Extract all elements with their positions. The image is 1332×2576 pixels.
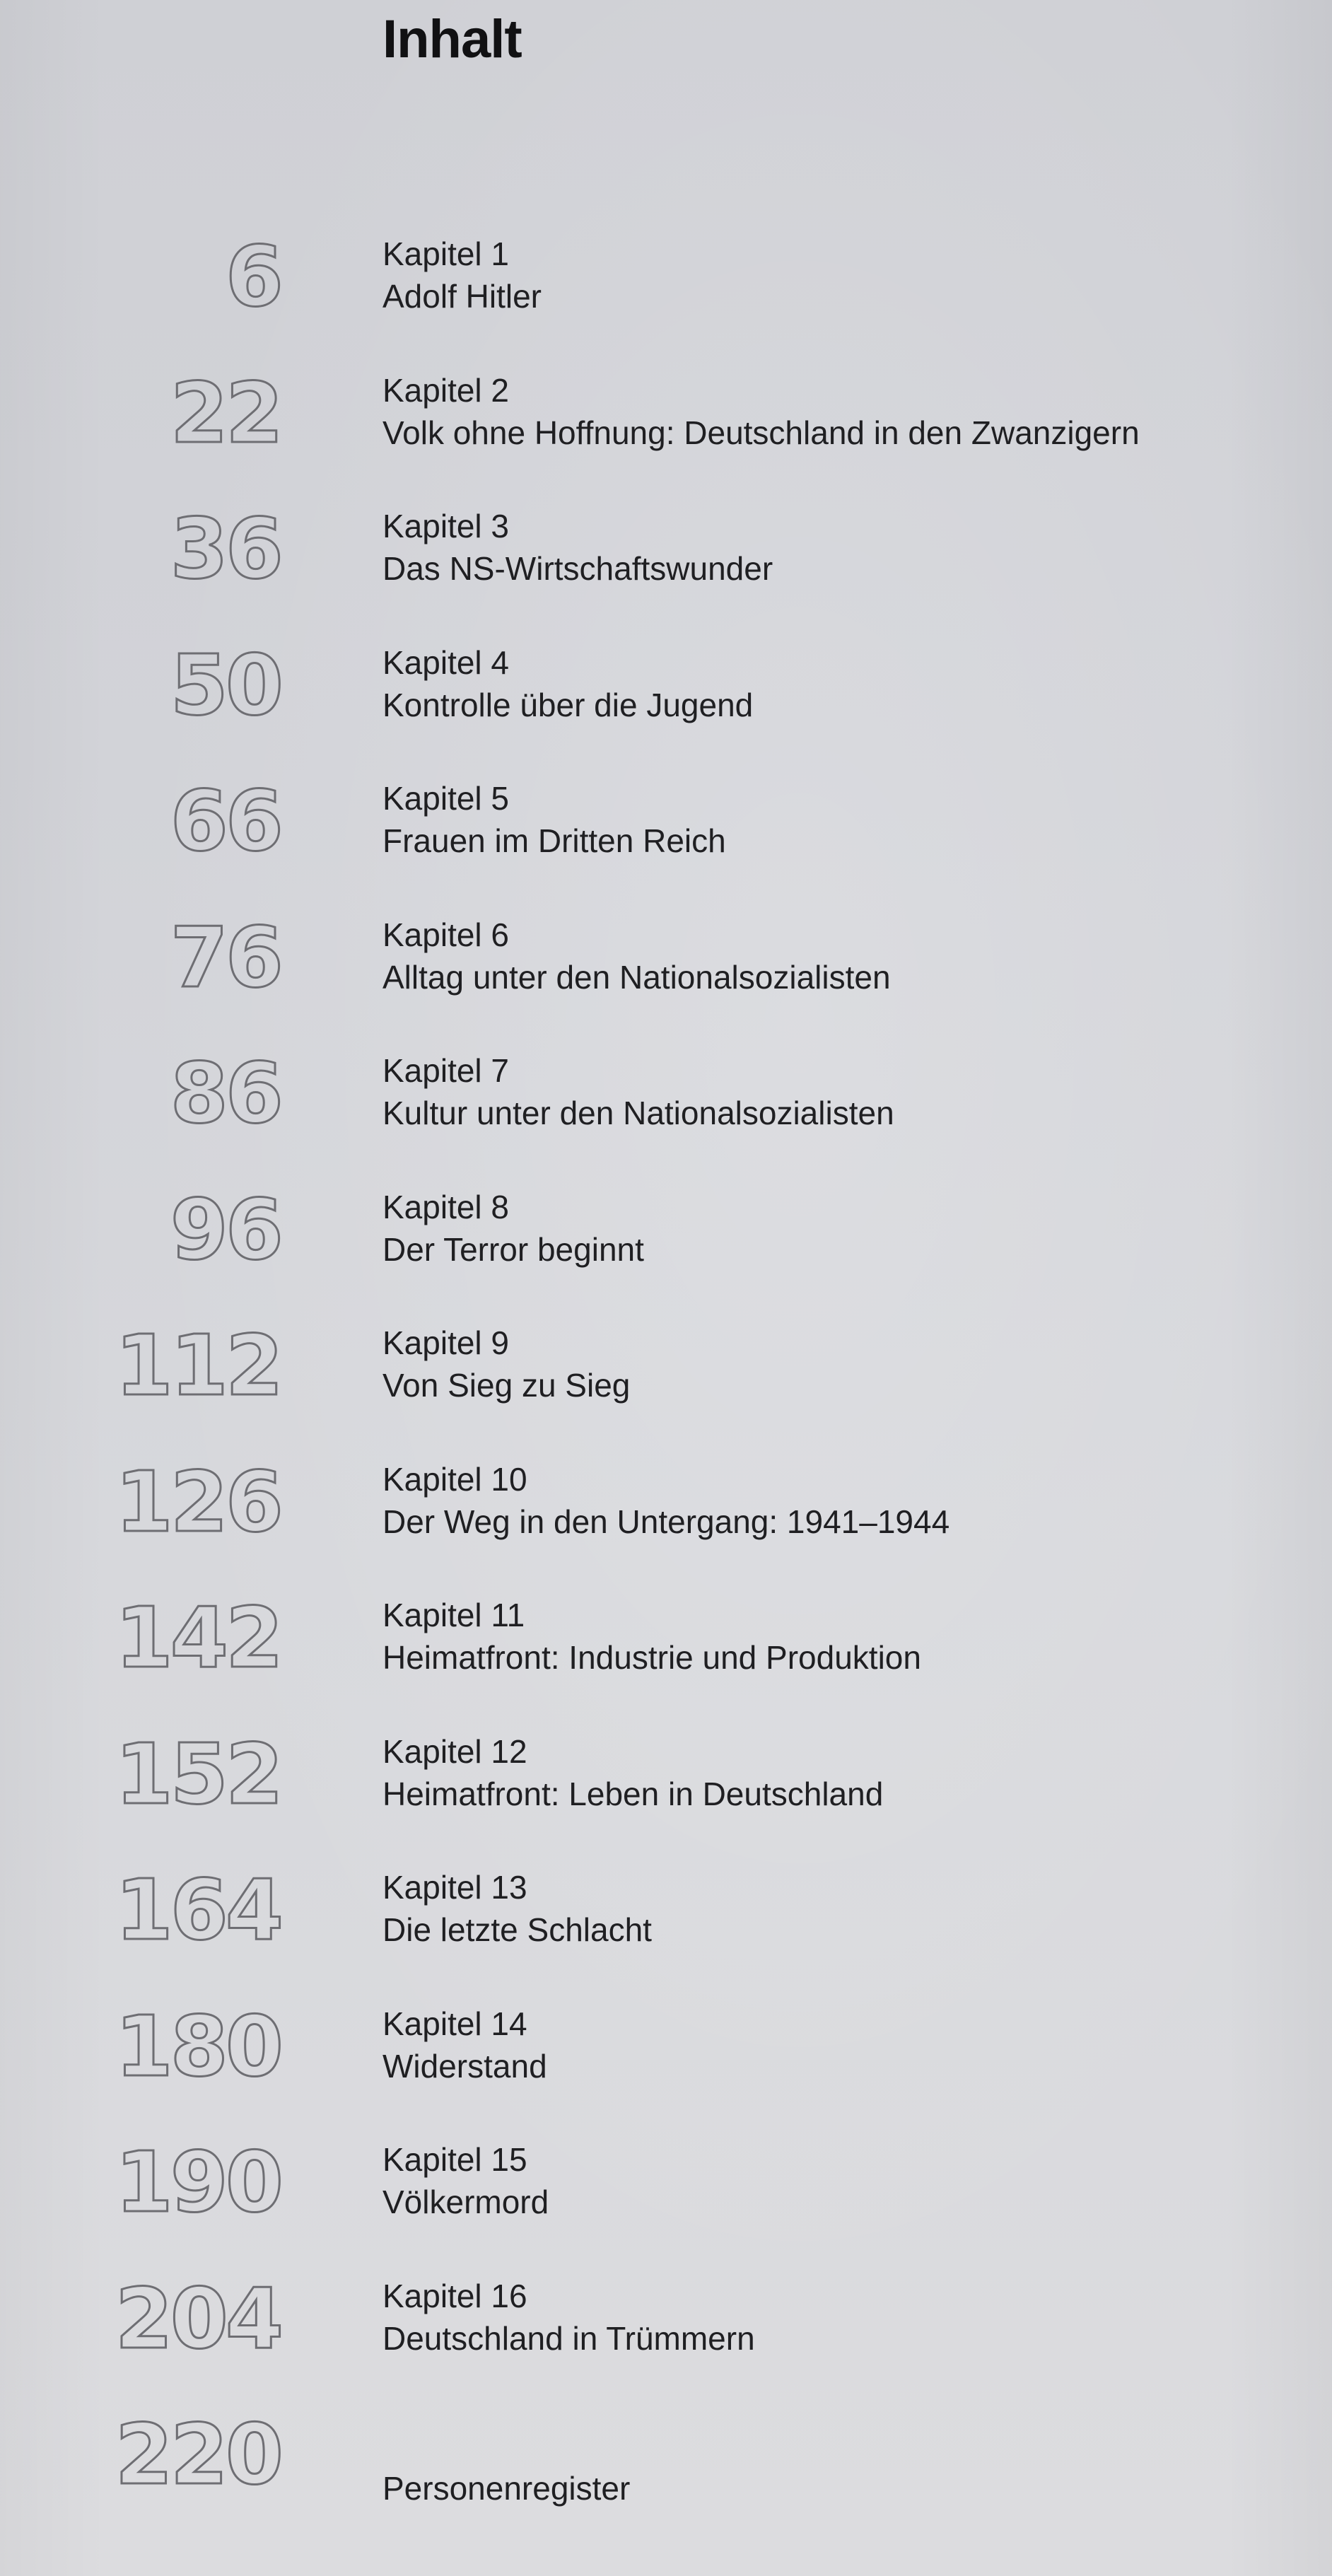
chapter-title: Alltag unter den Nationalsozialisten: [382, 959, 891, 996]
toc-entry-14: [0, 1998, 1332, 2139]
toc-entry-4: [0, 636, 1332, 778]
toc-entry-16: [0, 2270, 1332, 2411]
chapter-title: Kultur unter den Nationalsozialisten: [382, 1095, 894, 1131]
page-number: 50: [170, 636, 281, 734]
toc-entry-11: [0, 1589, 1332, 1730]
chapter-label: Kapitel 1: [382, 235, 510, 272]
toc-entry-2: [0, 364, 1332, 506]
chapter-title: Die letzte Schlacht: [382, 1911, 652, 1948]
chapter-title: Widerstand: [382, 2048, 547, 2085]
page-number: 126: [115, 1453, 281, 1551]
chapter-title: Der Weg in den Untergang: 1941–1944: [382, 1503, 950, 1540]
page-number: 86: [170, 1044, 281, 1142]
chapter-label: Kapitel 4: [382, 644, 510, 681]
chapter-title: Frauen im Dritten Reich: [382, 822, 726, 859]
page-number: 180: [115, 1998, 281, 2095]
page-number: 66: [170, 772, 281, 870]
toc-entry-15: [0, 2133, 1332, 2275]
toc-entry-1: [0, 228, 1332, 369]
page-number: 204: [115, 2270, 281, 2367]
chapter-label: Kapitel 6: [382, 916, 510, 953]
toc-entry-6: [0, 909, 1332, 1050]
chapter-title: Das NS-Wirtschaftswunder: [382, 550, 773, 587]
chapter-title: Volk ohne Hoffnung: Deutschland in den Zwanzigern: [382, 414, 1140, 451]
chapter-label: Kapitel 9: [382, 1324, 510, 1361]
chapter-label: Kapitel 8: [382, 1189, 510, 1225]
page-number: 190: [115, 2133, 281, 2231]
chapter-label: Kapitel 16: [382, 2278, 527, 2314]
chapter-label: Kapitel 14: [382, 2005, 527, 2042]
page-title: Inhalt: [382, 9, 522, 69]
page-number: 220: [115, 2406, 281, 2503]
chapter-title: Deutschland in Trümmern: [382, 2320, 755, 2357]
chapter-title: Heimatfront: Industrie und Produktion: [382, 1639, 921, 1676]
page-number: 142: [115, 1589, 281, 1686]
chapter-title: Kontrolle über die Jugend: [382, 687, 754, 723]
chapter-label: Kapitel 15: [382, 2141, 527, 2178]
chapter-label: Kapitel 13: [382, 1869, 527, 1906]
page-number: 6: [225, 228, 281, 325]
toc-entry-10: [0, 1453, 1332, 1595]
chapter-label: Kapitel 2: [382, 372, 510, 409]
chapter-label: Kapitel 7: [382, 1052, 510, 1089]
page-number: 36: [170, 500, 281, 598]
toc-entry-index: [0, 2406, 1332, 2547]
chapter-title: Der Terror beginnt: [382, 1231, 644, 1268]
chapter-label: Kapitel 10: [382, 1461, 527, 1498]
chapter-title: Von Sieg zu Sieg: [382, 1367, 631, 1404]
toc-entry-3: [0, 500, 1332, 641]
toc-entry-13: [0, 1861, 1332, 2003]
chapter-label: Kapitel 5: [382, 780, 510, 817]
chapter-label: Kapitel 11: [382, 1597, 525, 1633]
toc-entry-8: [0, 1181, 1332, 1322]
toc-entry-7: [0, 1044, 1332, 1186]
chapter-title: Völkermord: [382, 2184, 549, 2220]
toc-entry-12: [0, 1725, 1332, 1867]
page-number: 22: [170, 364, 281, 462]
page-number: 76: [170, 909, 281, 1006]
index-title: Personenregister: [382, 2470, 631, 2507]
chapter-label: Kapitel 12: [382, 1733, 527, 1770]
page-number: 152: [115, 1725, 281, 1823]
chapter-label: Kapitel 3: [382, 508, 510, 544]
chapter-title: Adolf Hitler: [382, 278, 542, 315]
page-number: 164: [115, 1861, 281, 1959]
toc-entry-9: [0, 1317, 1332, 1458]
chapter-title: Heimatfront: Leben in Deutschland: [382, 1776, 884, 1812]
page-number: 112: [115, 1317, 281, 1414]
toc-entry-5: [0, 772, 1332, 914]
page-number: 96: [170, 1181, 281, 1278]
